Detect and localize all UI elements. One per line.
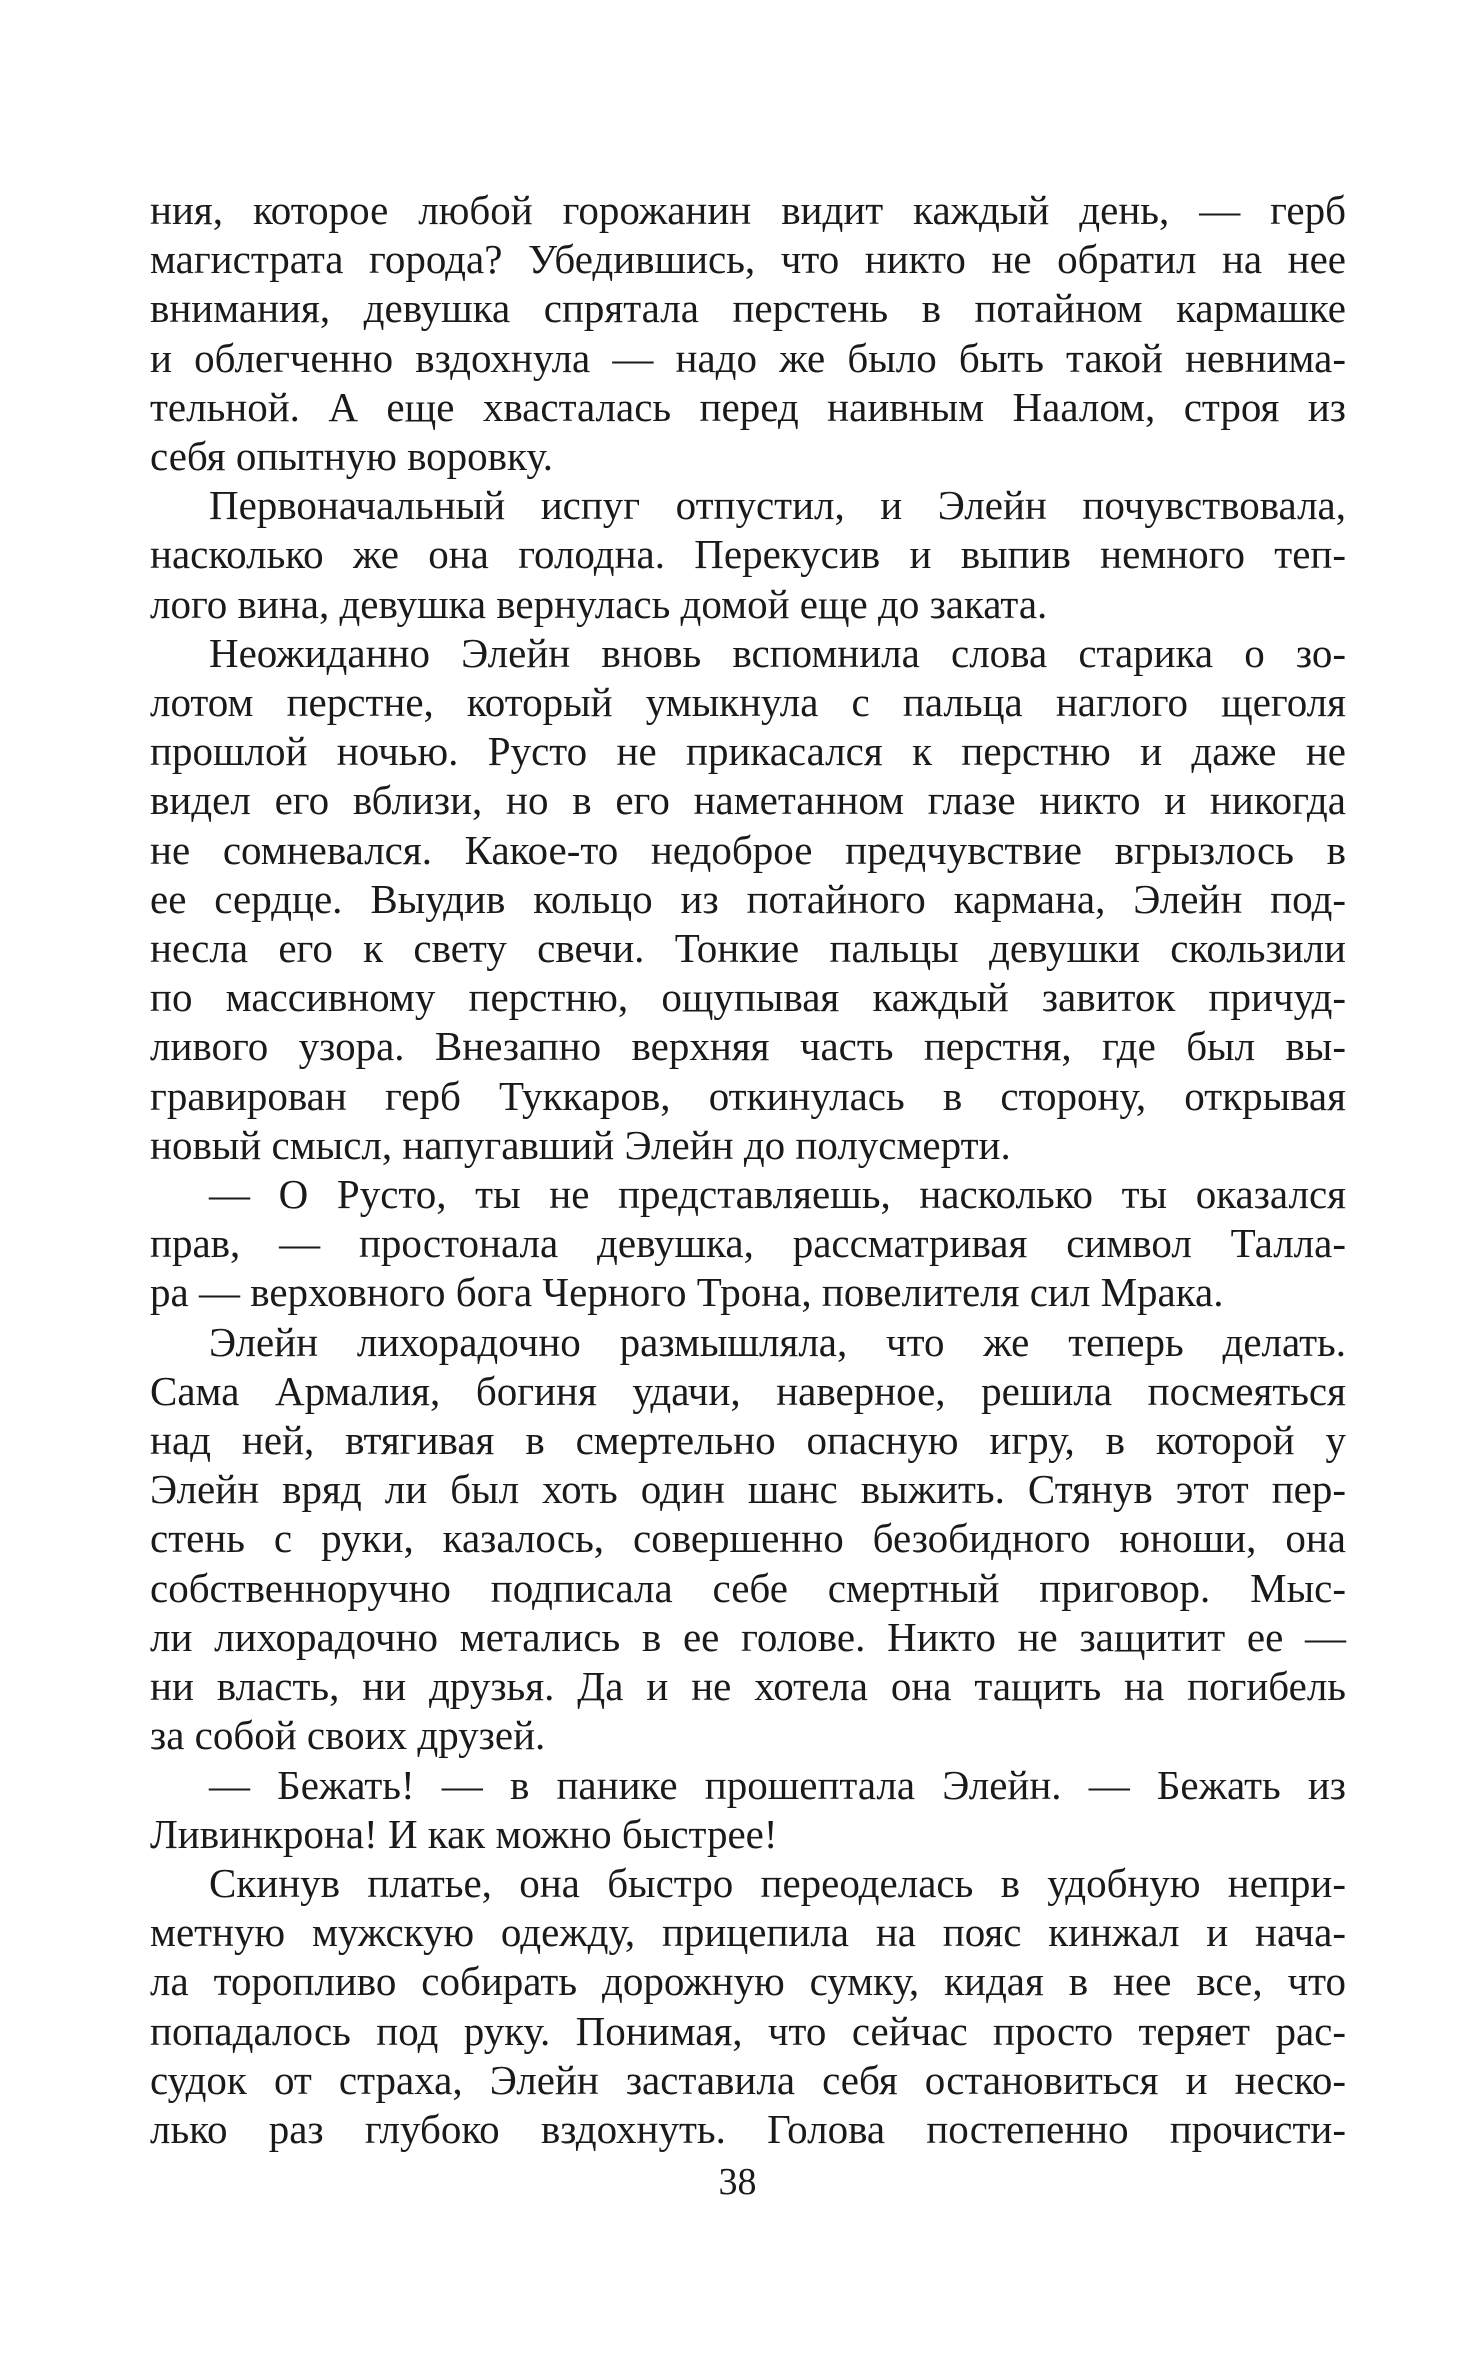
- text-line: Элейн вряд ли был хоть один шанс выжить. Стянув этот пер-: [150, 1466, 1346, 1513]
- text-line: Элейн лихорадочно размышляла, что же теперь делать.: [209, 1318, 1346, 1365]
- text-line: по массивному перстню, ощупывая каждый завиток причуд-: [150, 974, 1346, 1021]
- text-line: и облегченно вздохнула — надо же было быть такой невнима-: [150, 334, 1346, 381]
- paragraph-3: [150, 629, 1346, 1170]
- text-line: Скинув платье, она быстро переоделась в удобную непри-: [209, 1859, 1346, 1906]
- text-line: — О Русто, ты не представляешь, насколько ты оказался: [209, 1171, 1346, 1218]
- text-line: насколько же она голодна. Перекусив и выпив немного теп-: [150, 531, 1346, 578]
- text-line: ее сердце. Выудив кольцо из потайного кармана, Элейн под-: [150, 875, 1346, 922]
- page-number: 38: [718, 2161, 757, 2203]
- text-line: метную мужскую одежду, прицепила на пояс кинжал и нача-: [150, 1909, 1346, 1956]
- text-line: Неожиданно Элейн вновь вспомнила слова старика о зо-: [209, 629, 1346, 676]
- text-line: лого вина, девушка вернулась домой еще до заката.: [150, 580, 1048, 627]
- text-line: стень с руки, казалось, совершенно безобидного юноши, она: [150, 1515, 1346, 1562]
- paragraph-2: [150, 481, 1346, 629]
- paragraph-5: [150, 1318, 1346, 1761]
- text-line: Сама Армалия, богиня удачи, наверное, решила посмеяться: [150, 1367, 1346, 1414]
- text-line: за собой своих друзей.: [150, 1712, 546, 1759]
- text-line: внимания, девушка спрятала перстень в потайном кармашке: [150, 285, 1346, 332]
- text-line: лько раз глубоко вздохнуть. Голова постепенно прочисти-: [150, 2105, 1346, 2152]
- text-line: — Бежать! — в панике прошептала Элейн. — Бежать из: [209, 1761, 1346, 1808]
- text-line: несла его к свету свечи. Тонкие пальцы девушки скользили: [150, 925, 1346, 972]
- text-line: себя опытную воровку.: [150, 433, 553, 480]
- text-line: лотом перстне, который умыкнула с пальца наглого щеголя: [150, 679, 1346, 726]
- text-line: над ней, втягивая в смертельно опасную игру, в которой у: [150, 1417, 1346, 1464]
- paragraph-6-dialogue: [150, 1761, 1346, 1859]
- text-line: ния, которое любой горожанин видит каждый день, — герб: [150, 187, 1346, 233]
- text-line: магистрата города? Убедившись, что никто не обратил на нее: [150, 236, 1346, 283]
- paragraph-7: [150, 1859, 1346, 2154]
- text-line: Первоначальный испуг отпустил, и Элейн почувствовала,: [209, 482, 1346, 529]
- text-line: ни власть, ни друзья. Да и не хотела она тащить на погибель: [150, 1663, 1346, 1710]
- text-line: судок от страха, Элейн заставила себя остановиться и неско-: [150, 2056, 1346, 2103]
- paragraph-1: [150, 186, 1346, 481]
- text-line: ли лихорадочно метались в ее голове. Никто не защитит ее —: [150, 1613, 1346, 1660]
- text-line: прошлой ночью. Русто не прикасался к перстню и даже не: [150, 728, 1346, 775]
- text-line: ла торопливо собирать дорожную сумку, кидая в нее все, что: [150, 1958, 1346, 2005]
- text-line: ра — верховного бога Черного Трона, повелителя сил Мрака.: [150, 1269, 1224, 1316]
- text-line: тельной. А еще хвасталась перед наивным Наалом, строя из: [150, 383, 1346, 430]
- text-line: попадалось под руку. Понимая, что сейчас просто теряет рас-: [150, 2007, 1346, 2054]
- text-line: гравирован герб Туккаров, откинулась в сторону, открывая: [150, 1072, 1346, 1119]
- text-line: не сомневался. Какое-то недоброе предчувствие вгрызлось в: [150, 826, 1346, 873]
- text-line: собственноручно подписала себе смертный приговор. Мыс-: [150, 1564, 1346, 1611]
- paragraph-4-dialogue: [150, 1170, 1346, 1318]
- text-line: Ливинкрона! И как можно быстрее!: [150, 1810, 778, 1857]
- text-line: видел его вблизи, но в его наметанном глазе никто и никогда: [150, 777, 1346, 824]
- text-line: ливого узора. Внезапно верхняя часть перстня, где был вы-: [150, 1023, 1346, 1070]
- text-line: прав, — простонала девушка, рассматривая символ Таллa-: [150, 1220, 1346, 1267]
- body-text: [150, 186, 1346, 2154]
- text-line: новый смысл, напугавший Элейн до полусмерти.: [150, 1121, 1011, 1168]
